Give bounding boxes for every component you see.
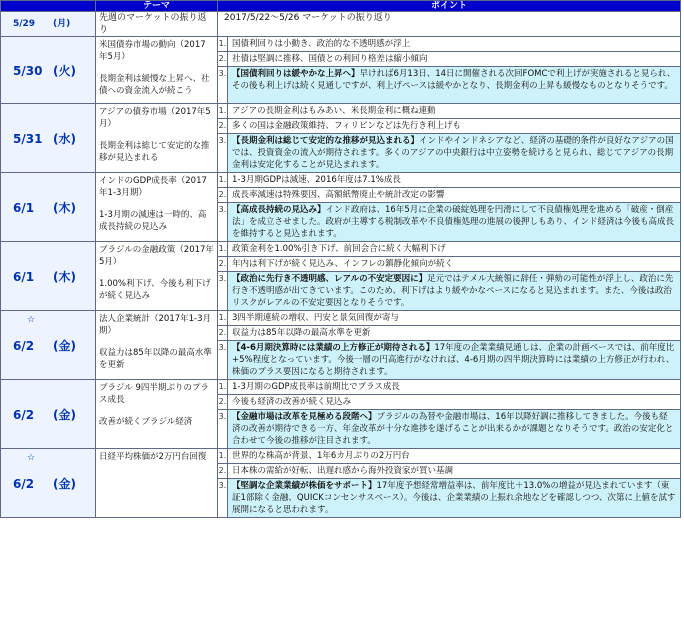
point-number: 1. [218,242,228,257]
theme-subtitle: 収益力は85年以降の最高水準を更新 [99,348,212,370]
schedule-rows [1,37,681,518]
point-cell [228,37,681,52]
point-number: 3. [218,410,228,449]
point-text: 国債利回りは小動き、政治的な不透明感が浮上 [232,39,411,49]
point-text: 1-3月期のGDP成長率は前期比でプラス成長 [232,382,400,392]
theme-subtitle: 長期金利は緩慢な上昇へ、社債への資金流入が続こう [99,74,210,96]
theme-cell [96,311,218,380]
point-number: 2. [218,257,228,272]
theme-gap [99,199,214,209]
point-cell [228,104,681,119]
point-text: 年内は利下げが続く見込み、インフレの鎮静化傾向が続く [232,259,454,269]
date-cell [1,242,96,311]
theme-title: 米国債券市場の動向（2017年5月） [99,40,206,62]
point-cell [228,134,681,173]
point-text: 足元ではテメル大統領に辞任・弾劾の可能性が浮上し、政治に先行き不透明感が出てきています。このため、利下げはより緩やかなペースになると見込まれます。また、今後は政治リスクがレアルの不安定要因となりそうです。 [232,274,674,308]
point-cell [228,341,681,380]
point-cell [228,326,681,341]
point-emphasis: 【長期金利は総じて安定的な推移が見込まれる】 [232,136,420,146]
point-text: アジアの長期金利はもみあい、米長期金利に概ね連動 [232,106,436,116]
date-label: 6/2 [13,338,35,353]
point-cell [228,272,681,311]
point-cell [228,410,681,449]
theme-subtitle: 1.00%利下げ、今後も利下げが続く見込み [99,279,211,301]
date-cell [1,173,96,242]
weekday-label: (木) [53,269,76,284]
point-number: 2. [218,464,228,479]
theme-cell [96,449,218,518]
point-text: 社債は堅調に推移、国債との利回り格差は縮小傾向 [232,54,428,64]
point-cell [228,52,681,67]
header-date [1,1,96,12]
theme-cell [96,104,218,173]
point-number: 1. [218,37,228,52]
point-cell [228,464,681,479]
theme-gap [99,406,214,416]
weekday-label: (月) [53,19,71,29]
date-label: 6/1 [13,200,35,215]
point-cell [228,380,681,395]
point-number: 3. [218,203,228,242]
theme-cell [96,37,218,104]
table-row [1,104,681,119]
date-cell [1,380,96,449]
point-text: 17年度の企業業績見通しは、企業の計画ベースでは、前年度比+5%程度となっています。今後一層の円高進行がなければ、4-6月期の四半期決算時には業績の上方修正が行われ、株価のプラス要因になると期待されます。 [232,343,675,377]
point-number: 3. [218,272,228,311]
table-row [1,449,681,464]
point-number: 3. [218,479,228,518]
point-text: 世界的な株高が背景、1年6カ月ぶりの2万円台 [232,451,410,461]
point-text: 日本株の需給が好転、出遅れ感から海外投資家が買い基調 [232,466,454,476]
point-cell [228,311,681,326]
theme-title: アジアの債券市場（2017年5月） [99,107,211,129]
theme-cell [96,380,218,449]
point-number: 2. [218,395,228,410]
weekday-label: (火) [53,63,76,78]
point-emphasis: 【高成長持続の見込み】 [232,205,326,215]
point-emphasis: 【政治に先行き不透明感、レアルの不安定要因に】 [232,274,428,284]
point-cell [228,203,681,242]
date-label: 6/2 [13,476,35,491]
point-number: 1. [218,311,228,326]
point-number: 3. [218,67,228,104]
date-label: 6/2 [13,407,35,422]
point-emphasis: 【4-6月期決算時には業績の上方修正が期待される】 [232,343,435,353]
table-row [1,12,681,37]
theme-gap [99,63,214,73]
date-label: 6/1 [13,269,35,284]
header-point: ポイント [218,1,681,12]
point-number: 2. [218,326,228,341]
theme-subtitle: 改善が続くブラジル経済 [99,417,193,427]
point-cell [228,395,681,410]
table-row [1,173,681,188]
theme-title: 日経平均株価が2万円台回復 [99,452,207,462]
point-text: ブラジルの為替や金融市場は、16年以降好調に推移してきました。今後も経済の改善が期待できる一方、年金改革が十分な進捗を遂げることが出来るかが課題となりそうです。政治の安定化と合わせて今後の推移が注目されます。 [232,412,674,446]
date-label: 5/31 [13,131,43,146]
theme-cell: 先週のマーケットの振り返り [96,12,218,37]
date-cell [1,449,96,518]
point-cell [228,242,681,257]
point-text: 多くの国は金融政策維持、フィリピンなどは先行き利上げも [232,121,461,131]
table-row [1,37,681,52]
point-cell [228,173,681,188]
table-row [1,311,681,326]
point-text: 3四半期連続の増収、円安と景気回復が寄与 [232,313,399,323]
theme-title: ブラジル 9四半期ぶりのプラス成長 [99,383,209,405]
date-cell [1,12,96,37]
point-text: インドやインドネシアなど、経済の基礎的条件が良好なアジアの国では、投資資金の流入が期待されます。多くのアジアの中央銀行は中立姿勢を続けると見られ、総じてアジアの長期金利は安定化することが見込まれます。 [232,136,674,170]
point-text: 1-3月期GDPは減速、2016年度は7.1%成長 [232,175,401,185]
header-row [1,1,681,12]
point-text: 政策金利を1.00%引き下げ、前回会合に続く大幅利下げ [232,244,446,254]
point-number: 2. [218,188,228,203]
point-number: 3. [218,134,228,173]
point-cell [228,67,681,104]
header-theme: テーマ [96,1,218,12]
point-cell [228,188,681,203]
point-text: 成長率減速は特殊要因、高額紙幣廃止や統計改定の影響 [232,190,445,200]
table-row [1,242,681,257]
point-cell [228,119,681,134]
weekday-label: (金) [53,338,76,353]
star-mark: ☆ [27,315,36,325]
point-number: 1. [218,104,228,119]
weekday-label: (金) [53,407,76,422]
date-cell [1,37,96,104]
point-emphasis: 【国債利回りは緩やかな上昇へ】 [232,69,360,79]
point-number: 1. [218,449,228,464]
weekday-label: (水) [53,131,76,146]
point-text: 今後も経済の改善が続く見込み [232,397,352,407]
theme-subtitle: 長期金利は総じて安定的な推移が見込まれる [99,141,210,163]
theme-cell [96,242,218,311]
point-text: 17年度予想経常増益率は、前年度比＋13.0%の増益が見込まれています（東証1部除く金融、QUICKコンセンサスベース）。今後は、企業業績の上振れ余地などを確認しつつ、次第に上値を試す展開になると思われます。 [232,481,676,515]
theme-title: 法人企業統計（2017年1-3月期） [99,314,212,336]
point-number: 1. [218,173,228,188]
point-cell [228,257,681,272]
weekday-label: (木) [53,200,76,215]
point-number: 1. [218,380,228,395]
point-cell: 2017/5/22～5/26 マーケットの振り返り [218,12,681,37]
theme-subtitle: 1-3月期の減速は一時的、高成長持続の見込み [99,210,207,232]
point-number: 2. [218,119,228,134]
theme-cell [96,173,218,242]
date-cell [1,311,96,380]
point-emphasis: 【堅調な企業業績が株価をサポート】 [232,481,377,491]
point-text: 収益力は85年以降の最高水準を更新 [232,328,371,338]
star-mark: ☆ [27,453,36,463]
theme-title: ブラジルの金融政策（2017年5月） [99,245,214,267]
point-number: 3. [218,341,228,380]
theme-gap [99,337,214,347]
theme-title: インドのGDP成長率（2017年1-3月期） [99,176,207,198]
date-label: 5/29 [13,19,36,29]
date-label: 5/30 [13,63,43,78]
point-number: 2. [218,52,228,67]
point-cell [228,479,681,518]
date-cell [1,104,96,173]
point-cell [228,449,681,464]
table-row [1,380,681,395]
theme-gap [99,130,214,140]
weekday-label: (金) [53,476,76,491]
theme-gap [99,268,214,278]
point-emphasis: 【金融市場は改革を見極める段階へ】 [232,412,377,422]
point-text: インド政府は、16年5月に企業の破綻処理を円滑にして不良債権処理を進める「破産・倒産法」を成立させました。政府が主導する税制改革や不良債権処理の進展の後押しもあり、インド経済は今後も高成長を維持すると見込まれます。 [232,205,675,239]
point-text: 早ければ6月13日、14日に開催される次回FOMCで利上げが実施されると見られ、その後も利上げは続く見通しですが、利上げペースは緩やかとなり、長期金利の上昇も緩慢なものとなりそうです。 [232,69,676,91]
